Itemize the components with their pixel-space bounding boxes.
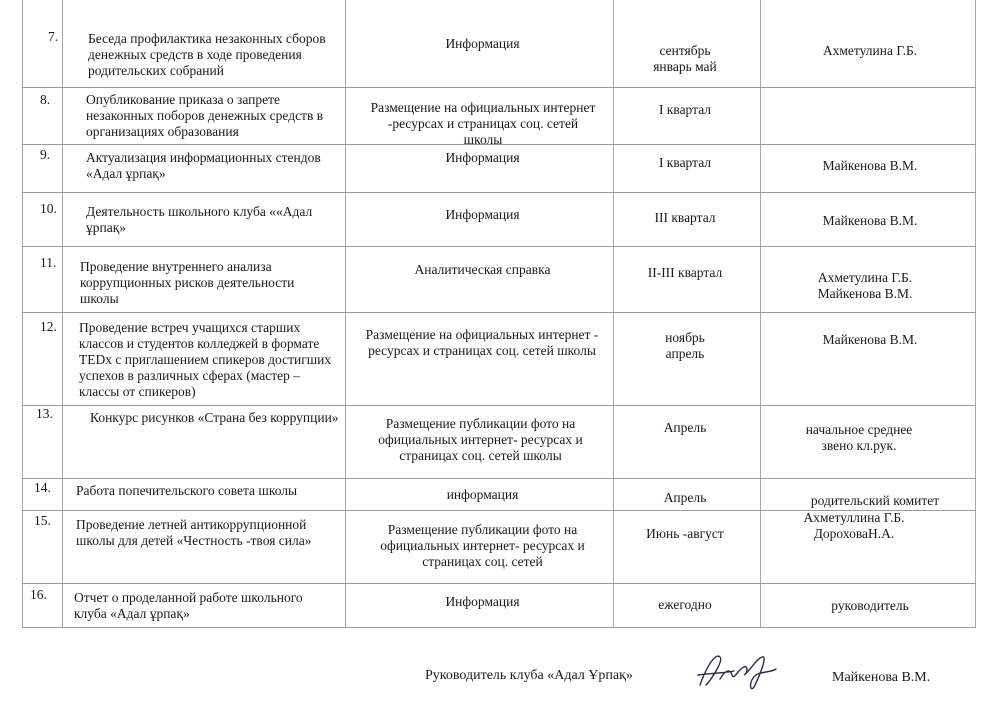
event-cell: Отчет о проделанной работе школьного клуба «Адал ұрпақ» [74,590,303,621]
event-cell: Актуализация информационных стендов «Адал ұрпақ» [86,150,321,181]
term-cell: I квартал [658,102,712,117]
form-cell: Информация [445,36,520,51]
row-number: 13. [36,406,53,421]
responsible-cell: Ахметуллина Г.Б. ДороховаН.А. [803,510,905,541]
event-cell: Проведение внутреннего анализа коррупционных рисков деятельности школы [80,259,295,306]
term-cell: I квартал [658,155,712,170]
form-cell: Размещение на официальных интернет -ресурсах и страницах соц. сетей школы [370,100,596,147]
event-cell: Проведение встреч учащихся старших классов и студентов колледжей в формате TEDх с приглашением спикеров достигших успехов в различных сферах (мастер – классы от спикеров) [79,320,332,399]
row-number: 9. [40,147,51,162]
row-divider [22,405,976,406]
event-cell: Проведение летней антикоррупционной школы для детей «Честность -твоя сила» [76,517,312,548]
responsible-cell: Майкенова В.М. [822,213,918,228]
row-divider [22,87,976,88]
table-border-bottom [22,627,976,628]
event-cell: Конкурс рисунков «Страна без коррупции» [90,410,339,425]
row-number: 16. [30,587,47,602]
term-cell: III квартал [654,210,716,225]
column-divider-event [345,0,346,628]
row-number: 14. [34,480,51,495]
column-divider-form [613,0,614,628]
responsible-cell: родительский комитет [810,493,940,508]
term-cell: ноябрь апрель [665,330,705,361]
row-number: 7. [48,29,59,44]
form-cell: Размещение на официальных интернет - ресурсах и страницах соц. сетей школы [365,327,599,358]
event-cell: Работа попечительского совета школы [76,483,298,498]
row-number: 12. [40,319,57,334]
term-cell: Апрель [663,490,707,505]
term-cell: Июнь -август [646,526,724,541]
row-divider [22,192,976,193]
column-divider-term [760,0,761,628]
form-cell: Информация [445,150,520,165]
event-cell: Опубликование приказа о запрете незаконных поборов денежных средств в организациях образования [86,92,324,139]
row-number: 15. [34,513,51,528]
form-cell: Размещение публикации фото на официальных интернет- ресурсах и страницах соц. сетей школы [378,416,583,463]
row-divider [22,312,976,313]
event-cell: Деятельность школьного клуба ««Адал ұрпақ» [86,204,313,235]
form-cell: Аналитическая справка [414,262,551,277]
term-cell: II-III квартал [647,265,723,280]
signature-label: Руководитель клуба «Адал Ұрпақ» [425,668,633,683]
event-cell: Беседа профилактика незаконных сборов денежных средств в ходе проведения родительских собраний [88,31,326,78]
responsible-cell: руководитель [831,598,909,613]
responsible-cell: Майкенова В.М. [822,332,918,347]
row-number: 11. [40,255,57,270]
responsible-cell: начальное среднее звено кл.рук. [805,422,913,453]
form-cell: Информация [445,207,520,222]
row-divider [22,246,976,247]
row-divider [22,478,976,479]
form-cell: Размещение публикации фото на официальных интернет- ресурсах и страницах соц. сетей [380,522,585,569]
row-divider [22,583,976,584]
signature-name: Майкенова В.М. [832,670,931,685]
term-cell: Апрель [663,420,707,435]
table-border-right [975,0,976,628]
responsible-cell: Майкенова В.М. [822,158,918,173]
term-cell: сентябрь январь май [653,43,717,74]
form-cell: информация [446,487,519,502]
row-number: 10. [40,201,57,216]
term-cell: ежегодно [658,597,712,612]
row-number: 8. [40,92,51,107]
form-cell: Информация [445,594,520,609]
responsible-cell: Ахметулина Г.Б. [822,43,918,58]
table-border-left [22,0,23,628]
handwritten-signature [690,645,780,695]
responsible-cell: Ахметулина Г.Б. Майкенова В.М. [817,270,913,301]
